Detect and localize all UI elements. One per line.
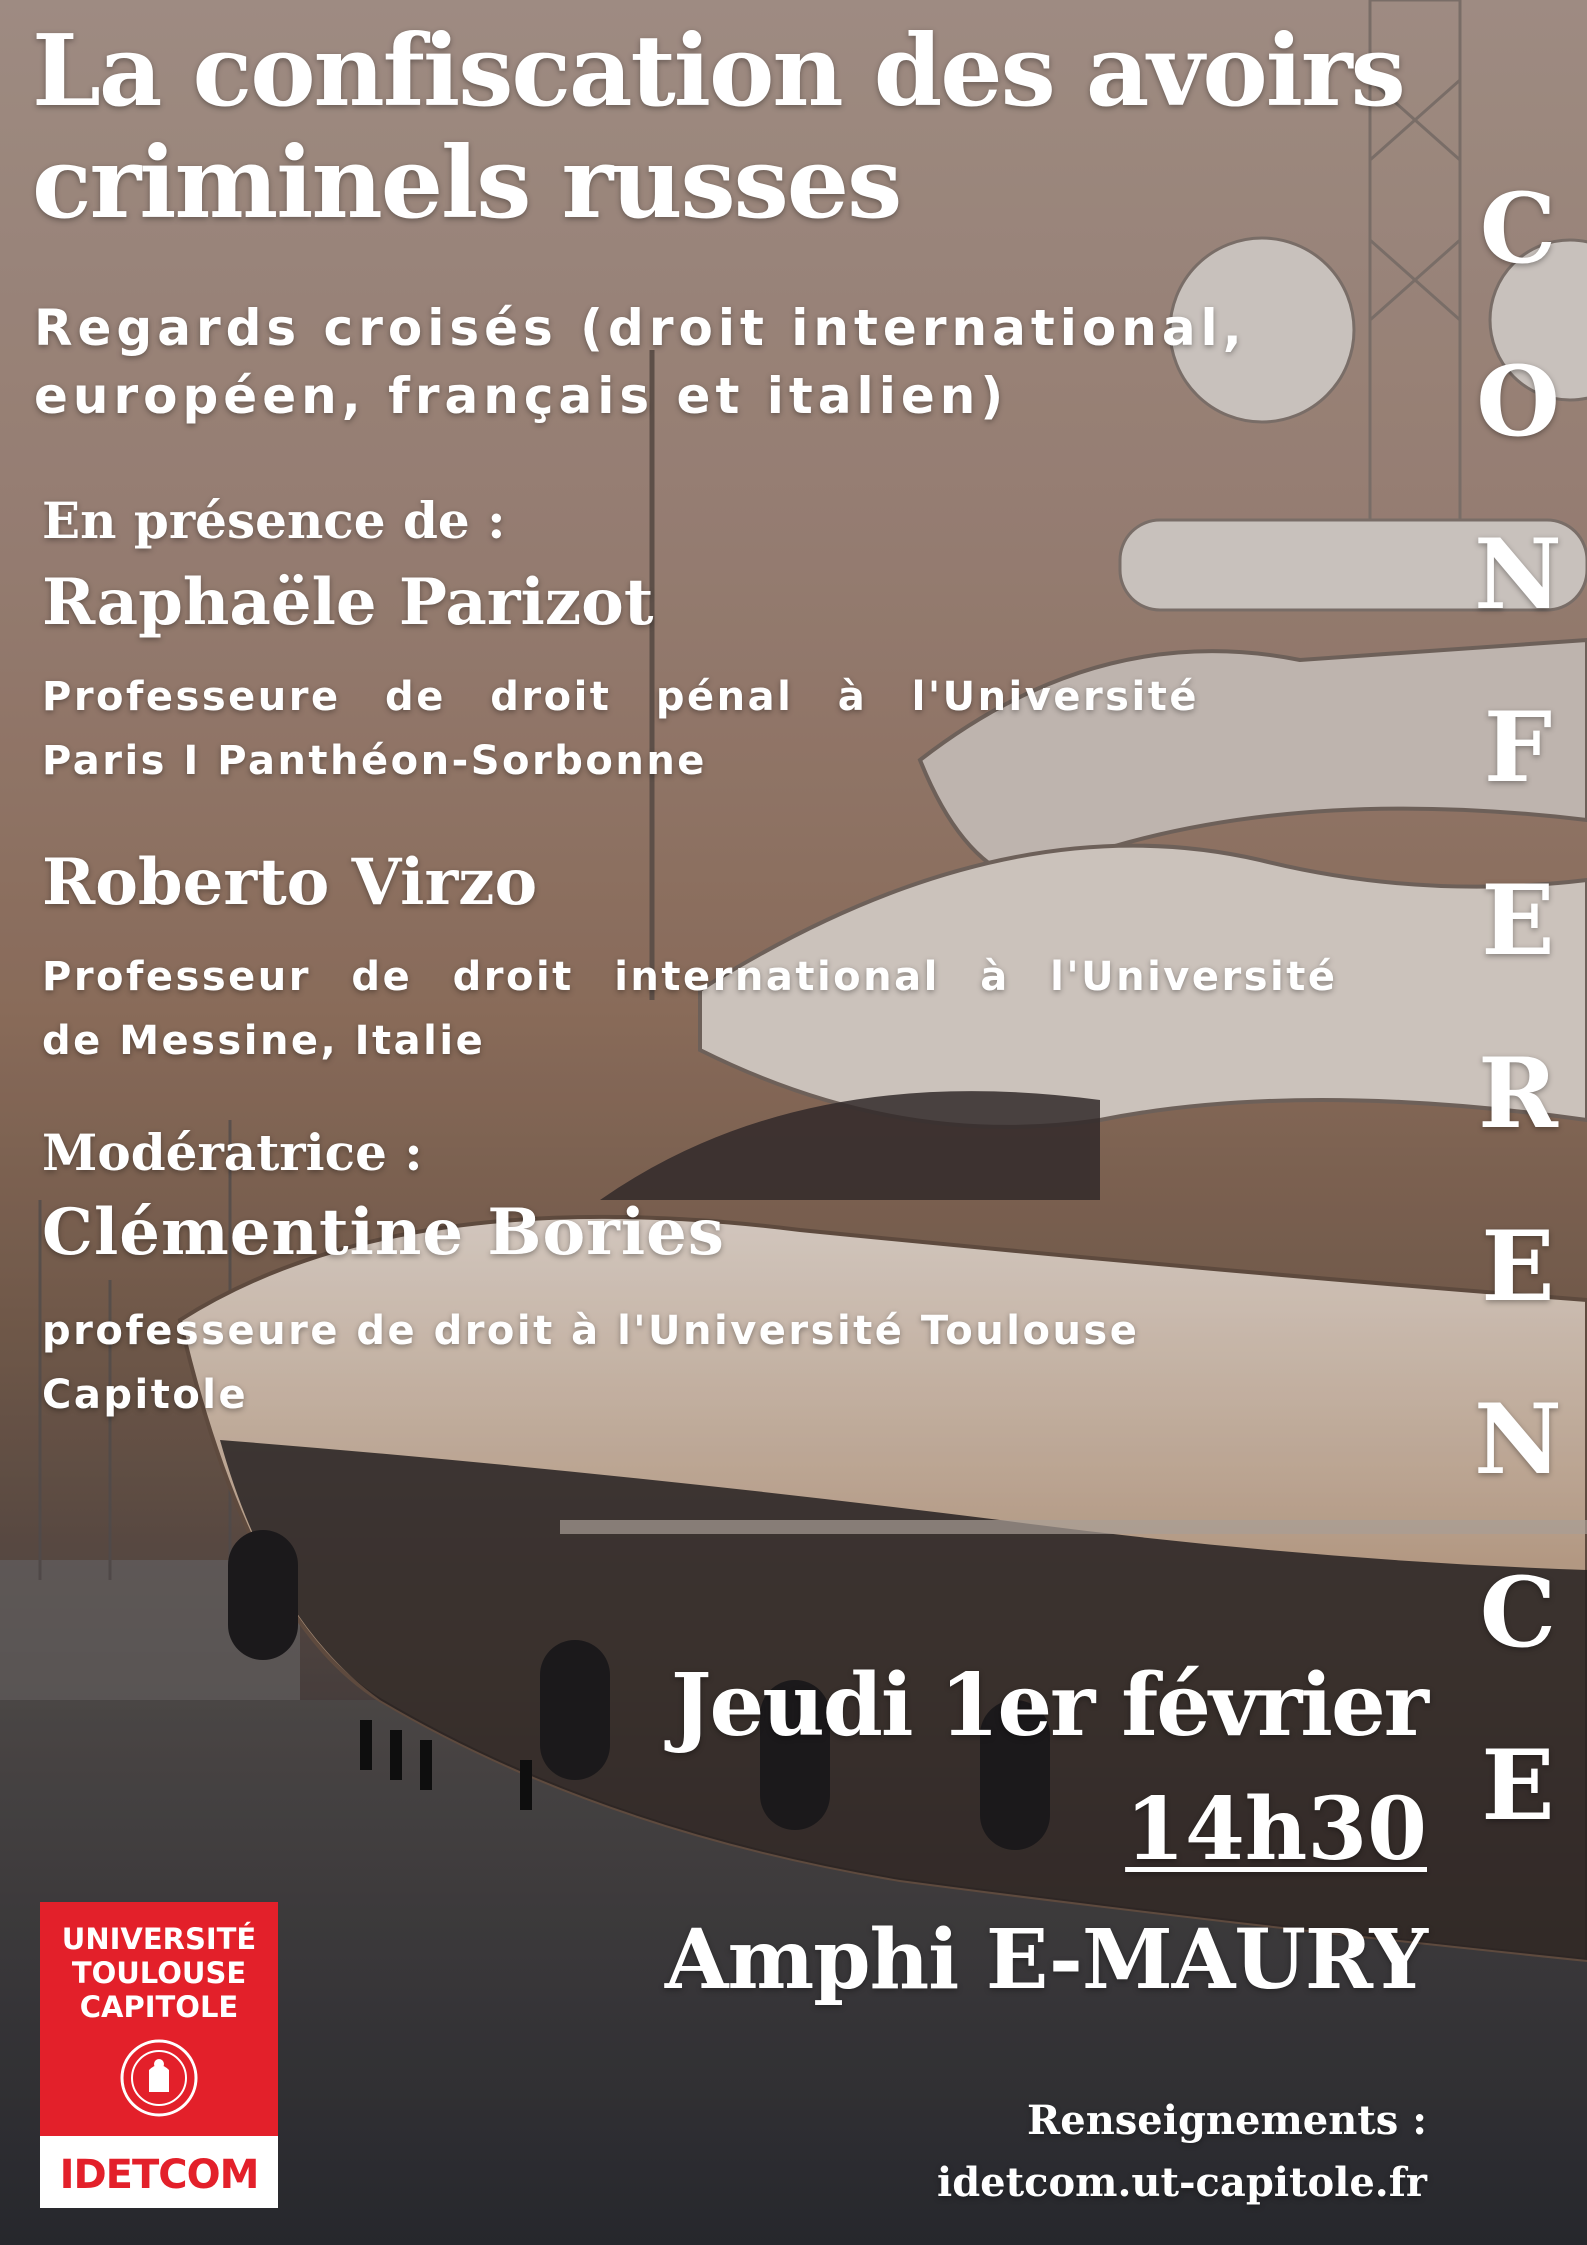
vertical-letter: O [1476, 345, 1560, 458]
title-line-2: criminels russes [32, 126, 901, 241]
info-label: Renseignements : [1027, 2097, 1427, 2144]
logo-line: UNIVERSITÉ [61, 1922, 257, 1956]
event-room: Amphi E-MAURY [664, 1912, 1427, 2008]
vertical-letter: C [1479, 172, 1557, 285]
info-url[interactable]: idetcom.ut-capitole.fr [937, 2159, 1427, 2206]
logo-line: CAPITOLE [79, 1990, 239, 2024]
speaker-name: Roberto Virzo [42, 845, 538, 920]
moderator-label: Modératrice : [42, 1123, 423, 1182]
logo-idetcom: IDETCOM [59, 2152, 259, 2198]
speaker-name: Raphaële Parizot [42, 565, 654, 640]
vertical-letter: F [1483, 691, 1553, 804]
university-logo [40, 1902, 278, 2208]
speaker-role: de Messine, Italie [42, 1018, 486, 1064]
moderator-role: professeure de droit à l'Université Toulouse [42, 1308, 1140, 1354]
vertical-letter: E [1481, 1210, 1555, 1323]
university-seal-icon [119, 2038, 199, 2118]
speaker-role: Professeur de droit international à l'Université [42, 954, 1338, 1000]
speaker-role: Professeure de droit pénal à l'Université [42, 674, 1199, 720]
vertical-letter: C [1479, 1556, 1557, 1669]
speaker-role: Paris I Panthéon-Sorbonne [42, 738, 707, 784]
vertical-letter: E [1481, 864, 1555, 977]
logo-line: TOULOUSE [71, 1956, 247, 1990]
vertical-letter: R [1478, 1037, 1558, 1150]
title-line-1: La confiscation des avoirs [32, 14, 1404, 129]
vertical-letter: N [1474, 1383, 1562, 1496]
moderator-name: Clémentine Bories [42, 1195, 725, 1270]
subtitle-line-1: Regards croisés (droit international, [34, 299, 1247, 357]
vertical-conference-word [1468, 142, 1568, 1872]
moderator-role: Capitole [42, 1372, 249, 1418]
vertical-letter: N [1474, 518, 1562, 631]
event-time: 14h30 [1125, 1779, 1427, 1880]
subtitle-line-2: européen, français et italien) [34, 367, 1009, 425]
logo-red-panel [40, 1902, 278, 2136]
vertical-letter: E [1481, 1729, 1555, 1842]
presence-label: En présence de : [42, 491, 506, 550]
event-date: Jeudi 1er février [670, 1655, 1427, 1756]
